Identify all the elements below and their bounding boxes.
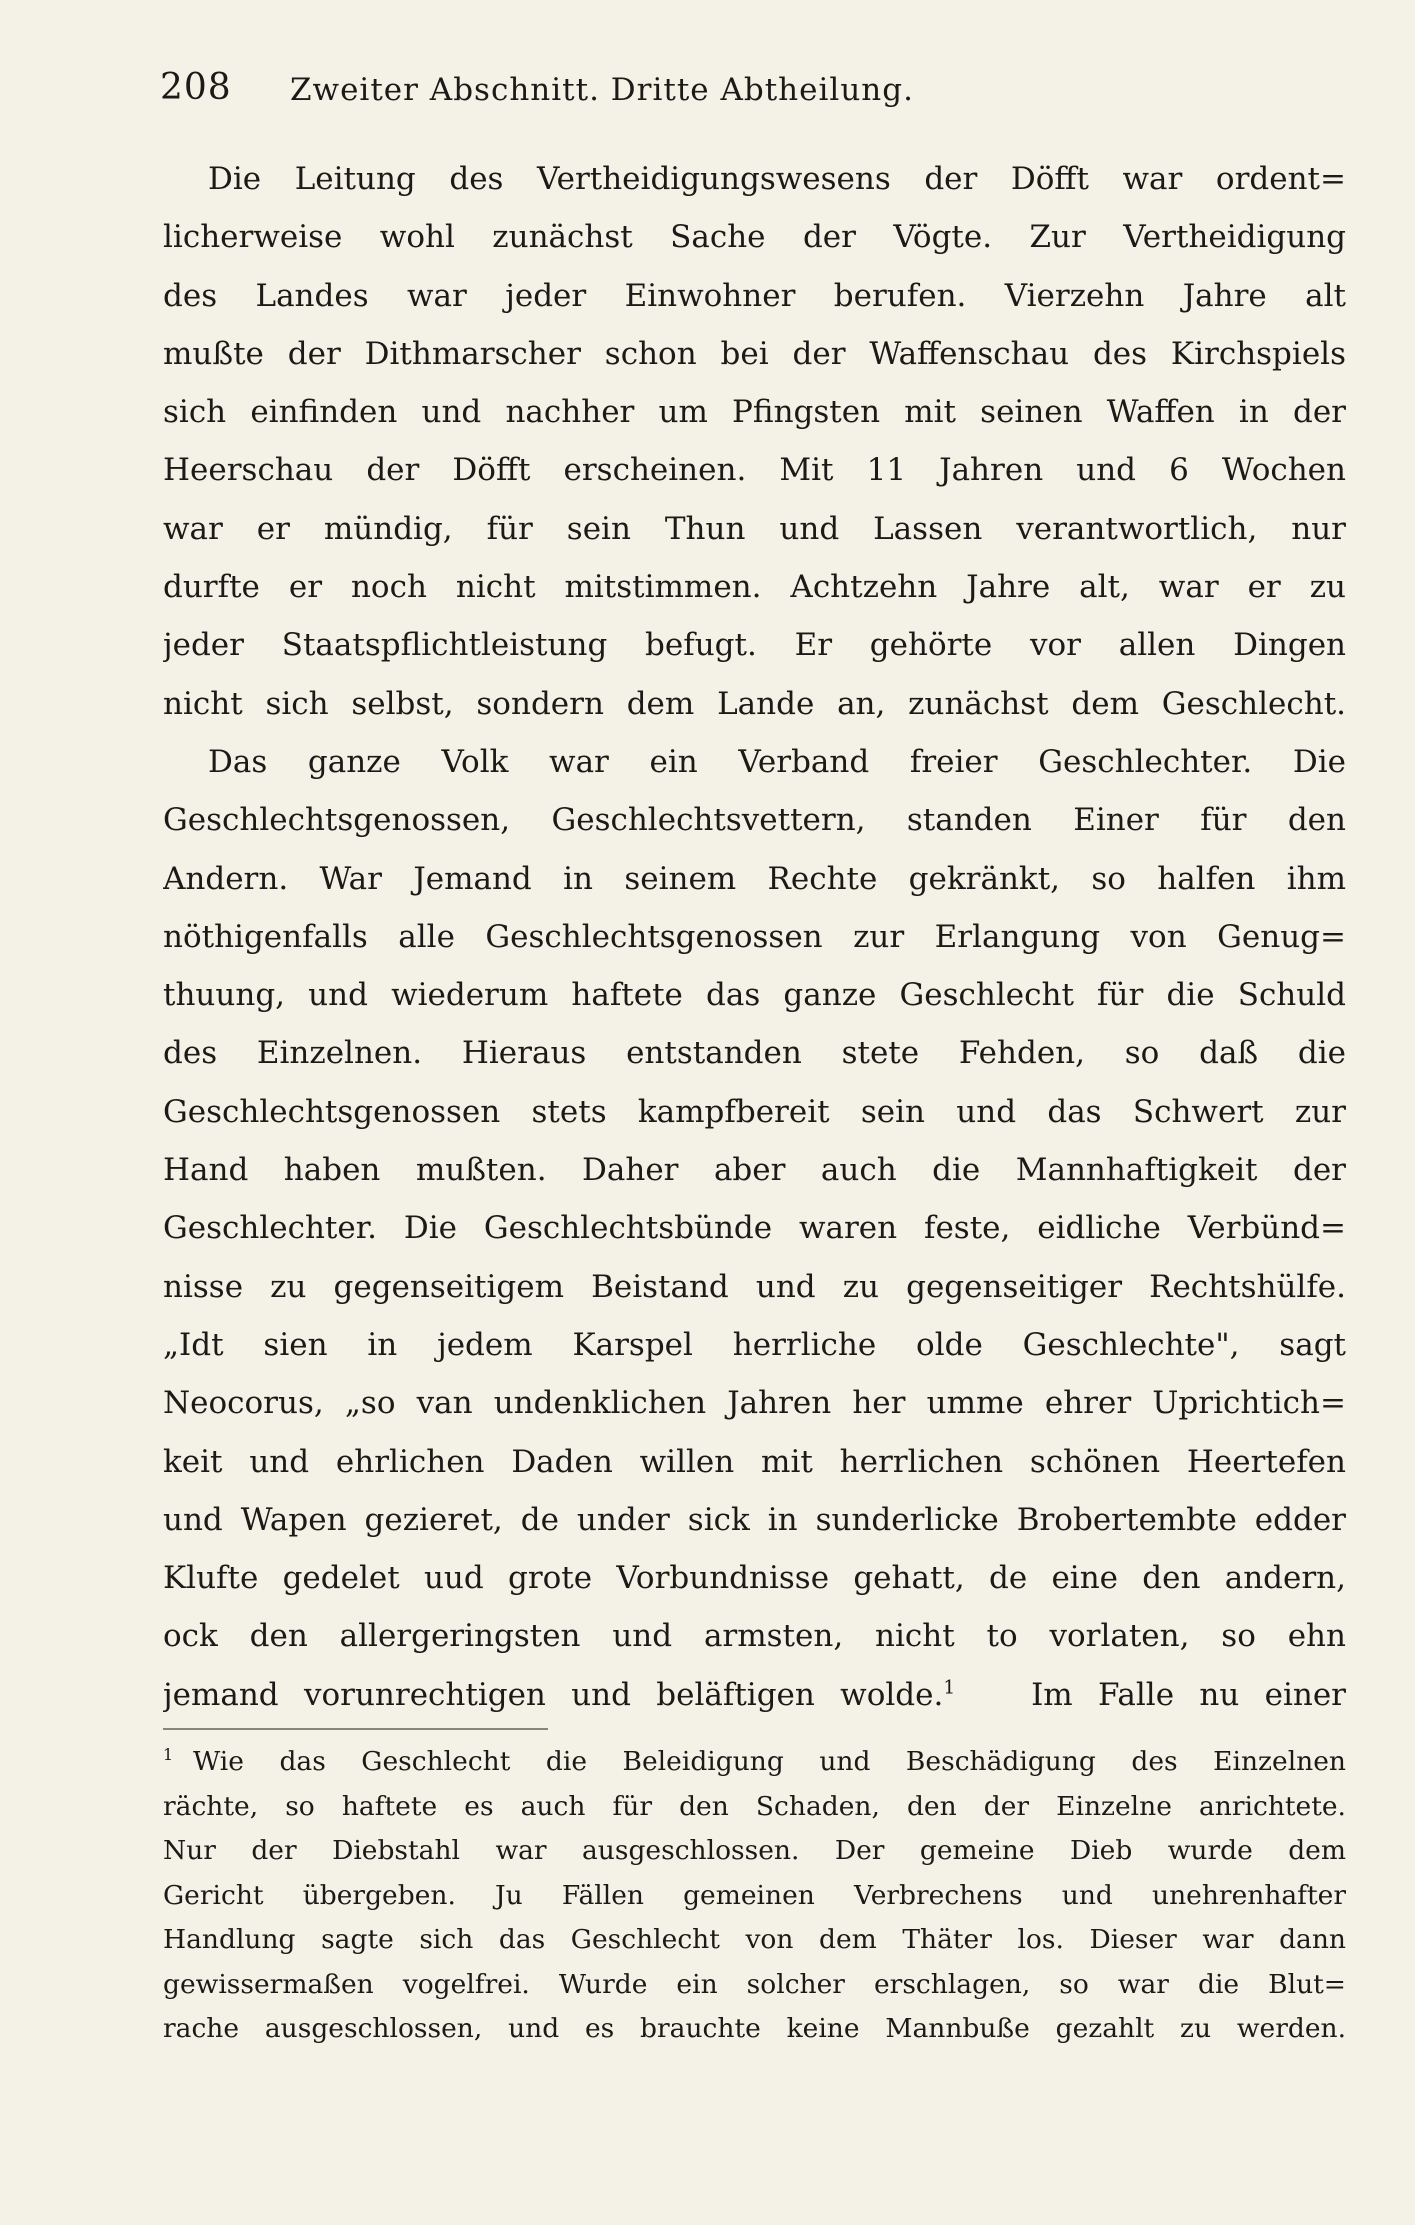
- text-line: Geschlechtsgenossen, Geschlechtsvettern, standen Einer für den: [163, 802, 1346, 839]
- text-line: ock den allergeringsten und armsten, nicht to vorlaten, so ehn: [163, 1618, 1346, 1655]
- text-line: war er mündig, für sein Thun und Lassen verantwortlich, nur: [163, 510, 1346, 547]
- text-line: jemand vorunrechtigen und beläftigen wolde.$^1$ Im Falle nu einer: [163, 1676, 1346, 1713]
- text-line: sich einfinden und nachher um Pfingsten mit seinen Waffen in der: [163, 394, 1346, 431]
- text-line: keit und ehrlichen Daden willen mit herrlichen schönen Heertefen: [163, 1443, 1346, 1480]
- text-line: Das ganze Volk war ein Verband freier Geschlechter. Die: [208, 743, 1346, 780]
- footnote-line: Nur der Diebstahl war ausgeschlossen. Der gemeine Dieb wurde dem: [163, 1835, 1346, 1866]
- footnote-separator: [163, 1728, 548, 1730]
- footnote-line: $^1$ Wie das Geschlecht die Beleidigung und Beschädigung des Einzelnen: [163, 1745, 1346, 1777]
- text-line: thuung, und wiederum haftete das ganze Geschlecht für die Schuld: [163, 977, 1346, 1014]
- text-line: jeder Staatspflichtleistung befugt. Er gehörte vor allen Dingen: [163, 627, 1346, 664]
- footnote-reference: 1: [943, 1677, 956, 1699]
- page-header: [160, 66, 1390, 116]
- text-line: licherweise wohl zunächst Sache der Vögte. Zur Vertheidigung: [163, 219, 1346, 256]
- text-line: Andern. War Jemand in seinem Rechte gekränkt, so halfen ihm: [163, 860, 1346, 897]
- text-line: Klufte gedelet uud grote Vorbundnisse gehatt, de eine den andern,: [163, 1560, 1346, 1597]
- footnote: [163, 1740, 1346, 2052]
- text-line: des Landes war jeder Einwohner berufen. Vierzehn Jahre alt: [163, 277, 1346, 314]
- footnote-number: 1: [163, 1745, 174, 1765]
- footnote-line: rächte, so haftete es auch für den Schaden, den der Einzelne anrichtete.: [163, 1790, 1346, 1822]
- footnote-line: Handlung sagte sich das Geschlecht von dem Thäter los. Dieser war dann: [163, 1924, 1346, 1955]
- text-line: mußte der Dithmarscher schon bei der Waffenschau des Kirchspiels: [163, 335, 1346, 372]
- page-number: 208: [160, 67, 232, 108]
- text-line: Geschlechter. Die Geschlechtsbünde waren feste, eidliche Verbünd=: [163, 1210, 1346, 1247]
- text-line: Heerschau der Döfft erscheinen. Mit 11 Jahren und 6 Wochen: [163, 452, 1346, 489]
- text-line: „Idt sien in jedem Karspel herrliche olde Geschlechte", sagt: [163, 1326, 1346, 1363]
- main-text: [163, 150, 1346, 1724]
- running-title: Zweiter Abschnitt. Dritte Abtheilung.: [290, 72, 914, 108]
- text-line: nisse zu gegenseitigem Beistand und zu gegenseitiger Rechtshülfe.: [163, 1268, 1346, 1305]
- footnote-line: Gericht übergeben. Ju Fällen gemeinen Verbrechens und unehrenhafter: [163, 1879, 1346, 1911]
- text-line: nicht sich selbst, sondern dem Lande an, zunächst dem Geschlecht.: [163, 685, 1346, 722]
- text-line: durfte er noch nicht mitstimmen. Achtzehn Jahre alt, war er zu: [163, 569, 1346, 606]
- footnote-line: gewissermaßen vogelfrei. Wurde ein solcher erschlagen, so war die Blut=: [163, 1968, 1346, 2000]
- text-line: nöthigenfalls alle Geschlechtsgenossen zur Erlangung von Genug=: [163, 918, 1346, 955]
- text-line: Die Leitung des Vertheidigungswesens der Döfft war ordent=: [208, 161, 1346, 197]
- text-line: Neocorus, „so van undenklichen Jahren her umme ehrer Uprichtich=: [163, 1385, 1346, 1422]
- text-line: Hand haben mußten. Daher aber auch die Mannhaftigkeit der: [163, 1152, 1346, 1189]
- text-line: des Einzelnen. Hieraus entstanden stete Fehden, so daß die: [163, 1035, 1346, 1072]
- text-line: Geschlechtsgenossen stets kampfbereit sein und das Schwert zur: [163, 1093, 1346, 1130]
- text-line: und Wapen gezieret, de under sick in sunderlicke Brobertembte edder: [163, 1501, 1346, 1538]
- footnote-line: rache ausgeschlossen, und es brauchte keine Mannbuße gezahlt zu werden.: [163, 2013, 1346, 2044]
